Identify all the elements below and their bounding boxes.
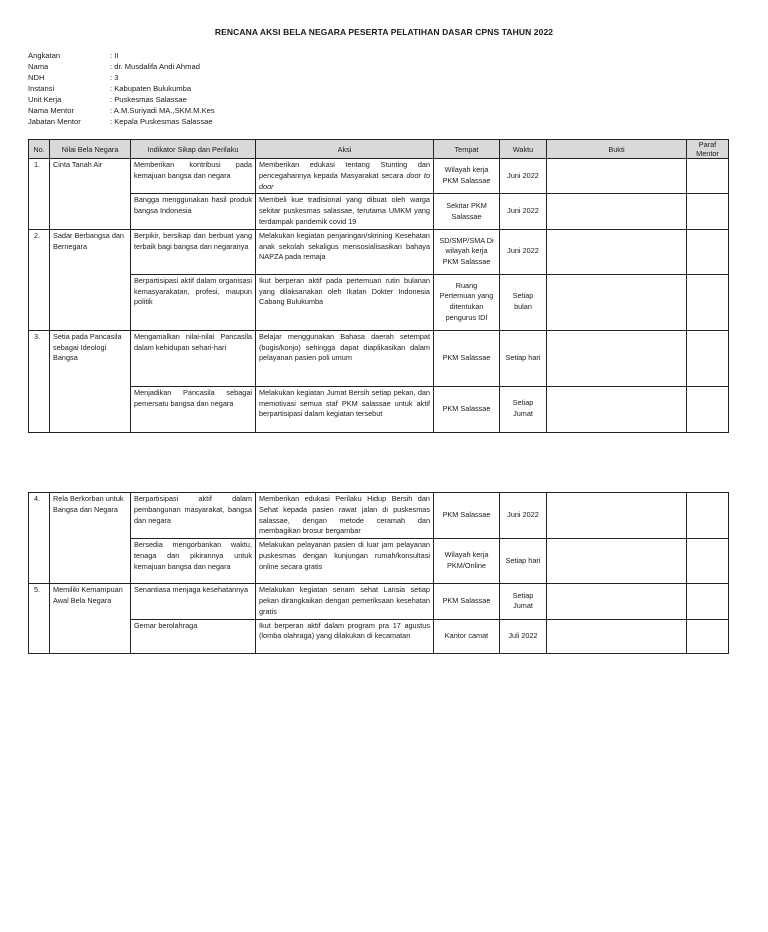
header-nilai: Nilai Bela Negara <box>50 140 131 159</box>
cell-aksi: Ikut berperan aktif pada pertemuan rutin bulanan yang dilaksanakan oleh Ikatan Dokter Indonesia Cabang Bulukumba <box>256 274 434 330</box>
info-row-jabatan-mentor <box>28 116 215 127</box>
info-value: : 3 <box>110 73 119 82</box>
cell-waktu: Juni 2022 <box>500 493 547 539</box>
cell-aksi: Ikut berperan aktif dalam program pra 17 agustus (lomba olahraga) yang dilakukan di kecamatan <box>256 619 434 653</box>
cell-tempat: Wilayah kerja PKM Salassae <box>434 159 500 194</box>
info-label: Instansi <box>28 84 55 93</box>
cell-paraf <box>687 330 729 386</box>
cell-indikator: Memberikan kontribusi pada kemajuan bangsa dan negara <box>131 159 256 194</box>
table-header-row <box>29 140 729 159</box>
cell-waktu: Juni 2022 <box>500 159 547 194</box>
cell-paraf <box>687 386 729 432</box>
table-row <box>29 386 729 432</box>
cell-bukti <box>547 229 687 274</box>
info-label: Jabatan Mentor <box>28 117 81 126</box>
cell-indikator: Berpikir, bersikap dan berbuat yang terbaik bagi bangsa dan negaranya <box>131 229 256 274</box>
cell-nilai: Setia pada Pancasila sebagai Ideologi Bangsa <box>50 330 131 432</box>
cell-nilai: Rela Berkorban untuk Bangsa dan Negara <box>50 493 131 584</box>
table-row <box>29 539 729 584</box>
header-no: No. <box>29 140 50 159</box>
info-value: : Kabupaten Bulukumba <box>110 84 192 93</box>
table-row <box>29 194 729 229</box>
info-row-unit-kerja <box>28 94 215 105</box>
cell-aksi: Melakukan kegiatan senam sehat Lansia setiap pekan dirangkaikan dengan pemeriksaan kesehatan gratis <box>256 584 434 619</box>
document-title: RENCANA AKSI BELA NEGARA PESERTA PELATIHAN DASAR CPNS TAHUN 2022 <box>214 27 554 37</box>
cell-bukti <box>547 386 687 432</box>
aksi-italic-text: door to door <box>259 170 431 191</box>
table-row <box>29 619 729 653</box>
cell-indikator: Berpartisipasi aktif dalam pembangunan masyarakat, bangsa dan negara <box>131 493 256 539</box>
cell-paraf <box>687 229 729 274</box>
cell-no: 5. <box>29 584 50 653</box>
cell-paraf <box>687 274 729 330</box>
cell-indikator: Bersedia mengorbankan waktu, tenaga dan pikirannya untuk kemajuan bangsa dan negara <box>131 539 256 584</box>
header-paraf: Paraf Mentor <box>687 140 729 159</box>
table-row <box>29 159 729 194</box>
table-row <box>29 330 729 386</box>
info-row-instansi <box>28 83 215 94</box>
cell-aksi: Memberikan edukasi Perilaku Hidup Bersih dan Sehat kepada pasien rawat jalan di puskesmas salassae, dengan metode ceramah dan membagikan brosur bergambar <box>256 493 434 539</box>
cell-aksi: Melakukan pelayanan pasien di luar jam pelayanan puskesmas dengan kunjungan rumah/konsultasi online secara gratis <box>256 539 434 584</box>
cell-indikator: Senantiasa menjaga kesehatannya <box>131 584 256 619</box>
cell-nilai: Sadar Berbangsa dan Bernegara <box>50 229 131 330</box>
cell-bukti <box>547 159 687 194</box>
cell-waktu: Setiap Jumat <box>500 386 547 432</box>
cell-bukti <box>547 619 687 653</box>
header-indikator: Indikator Sikap dan Perilaku <box>131 140 256 159</box>
cell-tempat: Kantor camat <box>434 619 500 653</box>
cell-tempat: Wilayah kerja PKM/Online <box>434 539 500 584</box>
cell-paraf <box>687 159 729 194</box>
info-label: Nama <box>28 62 49 71</box>
cell-bukti <box>547 539 687 584</box>
table-row <box>29 584 729 619</box>
info-label: NDH <box>28 73 45 82</box>
cell-aksi: Belajar menggunakan Bahasa daerah setempat (bugis/konjo) sehingga dapat diaplikasikan dalam pelayanan pasien poli umum <box>256 330 434 386</box>
cell-aksi: Melakukan kegiatan Jumat Bersih setiap pekan, dan memotivasi semua staf PKM salassae untuk aktif berpartisipasi dalam kegiatan tersebut <box>256 386 434 432</box>
cell-indikator: Mengamalkan nilai-nilai Pancasila dalam kehidupan sehari-hari <box>131 330 256 386</box>
cell-indikator: Gemar berolahraga <box>131 619 256 653</box>
cell-aksi: Melakukan kegiatan penjaringan/skrining Kesehatan anak sekolah sekaligus mensosialisasikan bahaya NAPZA pada remaja <box>256 229 434 274</box>
action-plan-table-part-1 <box>28 139 729 433</box>
header-tempat: Tempat <box>434 140 500 159</box>
info-value: : Kepala Puskesmas Salassae <box>110 117 213 126</box>
cell-waktu: Setiap Jumat <box>500 584 547 619</box>
cell-no: 4. <box>29 493 50 584</box>
cell-tempat: PKM Salassae <box>434 493 500 539</box>
table-row <box>29 493 729 539</box>
cell-waktu: Setiap bulan <box>500 274 547 330</box>
cell-tempat: Ruang Pertemuan yang ditentukan pengurus IDI <box>434 274 500 330</box>
cell-aksi <box>256 159 434 194</box>
cell-paraf <box>687 539 729 584</box>
aksi-text: Memberikan edukasi tentang Stunting dan pencegahannya kepada Masyarakat secara <box>259 160 430 180</box>
table-row <box>29 229 729 274</box>
header-bukti: Bukti <box>547 140 687 159</box>
info-label: Unit Kerja <box>28 95 62 104</box>
cell-waktu: Juni 2022 <box>500 194 547 229</box>
cell-bukti <box>547 584 687 619</box>
header-waktu: Waktu <box>500 140 547 159</box>
cell-paraf <box>687 584 729 619</box>
cell-nilai: Cinta Tanah Air <box>50 159 131 230</box>
header-aksi: Aksi <box>256 140 434 159</box>
info-row-ndh <box>28 72 215 83</box>
cell-indikator: Berpartisipasi aktif dalam organisasi kemasyarakatan, profesi, maupun politik <box>131 274 256 330</box>
info-value: : A.M.Suriyadi MA.,SKM.M.Kes <box>110 106 215 115</box>
cell-paraf <box>687 619 729 653</box>
cell-no: 2. <box>29 229 50 330</box>
info-label: Angkatan <box>28 51 61 60</box>
cell-indikator: Bangga menggunakan hasil produk bangsa Indonesia <box>131 194 256 229</box>
info-label: Nama Mentor <box>28 106 75 115</box>
cell-waktu: Juni 2022 <box>500 229 547 274</box>
cell-paraf <box>687 194 729 229</box>
cell-bukti <box>547 274 687 330</box>
cell-waktu: Juli 2022 <box>500 619 547 653</box>
cell-nilai: Memiliki Kemampuan Awal Bela Negara <box>50 584 131 653</box>
cell-waktu: Setiap hari <box>500 330 547 386</box>
cell-no: 3. <box>29 330 50 432</box>
cell-bukti <box>547 493 687 539</box>
cell-tempat: PKM Salassae <box>434 386 500 432</box>
cell-bukti <box>547 330 687 386</box>
cell-tempat: PKM Salassae <box>434 584 500 619</box>
cell-waktu: Setiap hari <box>500 539 547 584</box>
cell-tempat: Sekitar PKM Salassae <box>434 194 500 229</box>
cell-aksi: Membeli kue tradisional yang dibuat oleh warga sekitar puskesmas salassae, terutama UMKM yang terdampak pandemik covid 19 <box>256 194 434 229</box>
cell-tempat: PKM Salassae <box>434 330 500 386</box>
table-row <box>29 274 729 330</box>
info-value: : II <box>110 51 119 60</box>
info-row-angkatan <box>28 50 215 61</box>
info-value: : Puskesmas Salassae <box>110 95 187 104</box>
info-row-nama-mentor <box>28 105 215 116</box>
cell-no: 1. <box>29 159 50 230</box>
identity-block <box>28 50 215 127</box>
action-plan-table-part-2 <box>28 492 729 654</box>
cell-paraf <box>687 493 729 539</box>
info-row-nama <box>28 61 215 72</box>
cell-bukti <box>547 194 687 229</box>
info-value: : dr. Musdalifa Andi Ahmad <box>110 62 200 71</box>
cell-indikator: Menjadikan Pancasila sebagai pemersatu bangsa dan negara <box>131 386 256 432</box>
cell-tempat: SD/SMP/SMA Di wilayah kerja PKM Salassae <box>434 229 500 274</box>
